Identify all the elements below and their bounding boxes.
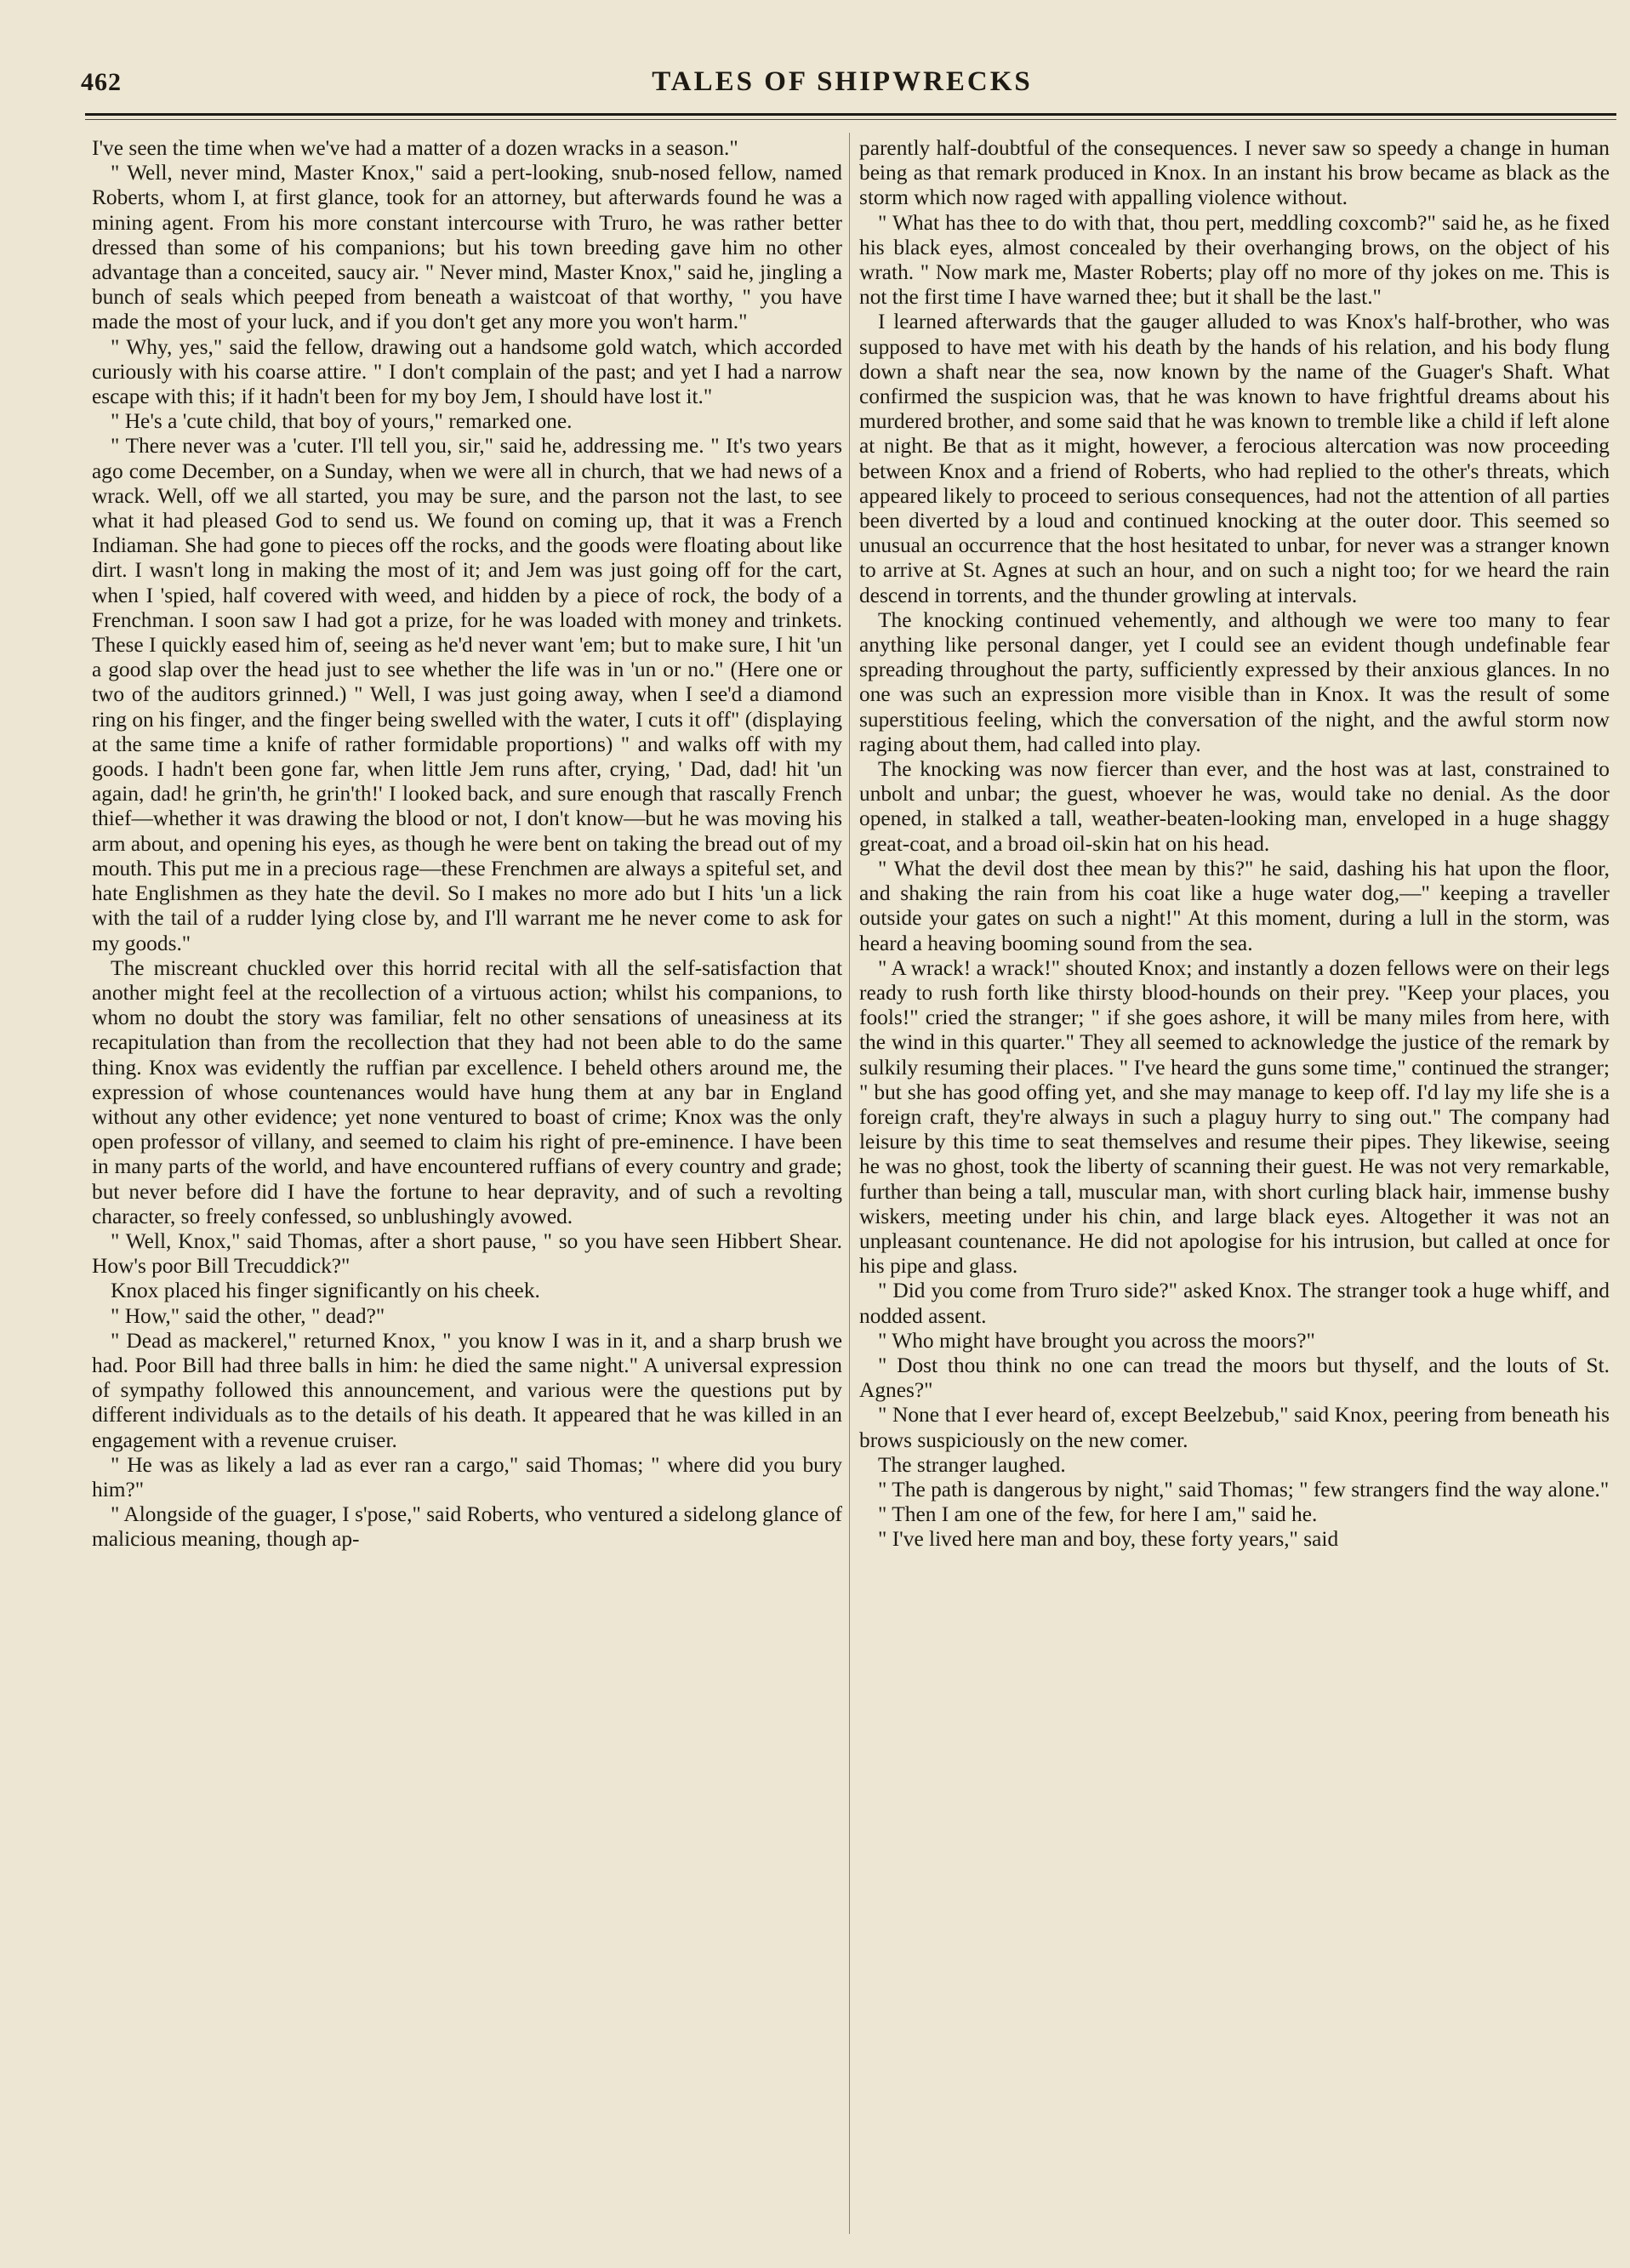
paragraph: " Then I am one of the few, for here I am," said he.: [878, 1502, 1318, 1527]
header-rule-thin: [85, 119, 1616, 120]
paragraph: Knox placed his finger significantly on his cheek.: [111, 1279, 540, 1303]
paragraph: I've seen the time when we've had a matter of a dozen wracks in a season.": [92, 136, 738, 160]
header-rule: [85, 113, 1616, 116]
paragraph: " The path is dangerous by night," said Thomas; " few strangers find the way alone.": [878, 1477, 1610, 1502]
paragraph: " Dead as mackerel," returned Knox, " you know I was in it, and a sharp brush we had. Poor Bill had three balls in him: he died the same night." A universal expression of sympathy followed this announcement, and various were the questions put by different individuals as to the details of his death. It appeared that he was killed in an engagement with a revenue cruiser.: [92, 1328, 842, 1452]
paragraph: " What the devil dost thee mean by this?" he said, dashing his hat upon the floor, and shaking the rain from his coat like a huge water dog,—" keeping a traveller outside your gates on such a night!" At this moment, during a lull in the storm, was heard a heaving booming sound from the sea.: [859, 856, 1610, 955]
paragraph: " He was as likely a lad as ever ran a cargo," said Thomas; " where did you bury him?": [92, 1452, 842, 1502]
paragraph: " None that I ever heard of, except Beelzebub," said Knox, peering from beneath his brows suspiciously on the new comer.: [859, 1403, 1610, 1452]
paragraph: I learned afterwards that the gauger alluded to was Knox's half-brother, who was supposed to have met with his death by the hands of his relation, and his body flung down a shaft near the sea, now known by the name of the Guager's Shaft. What confirmed the suspicion was, that he was known to have frightful dreams about his murdered brother, and some said that he was known to tremble like a child if left alone at night. Be that as it might, however, a ferocious altercation was now proceeding between Knox and a friend of Roberts, who had replied to the other's threats, which appeared likely to proceed to serious consequences, had not the attention of all parties been diverted by a loud and continued knocking at the outer door. This seemed so unusual an occurrence that the host hesitated to unbar, for never was a stranger known to arrive at St. Agnes at such an hour, and on such a night too; for we heard the rain descend in torrents, and the thunder growling at intervals.: [859, 310, 1610, 607]
paragraph: " Alongside of the guager, I s'pose," said Roberts, who ventured a sidelong glance of malicious meaning, though ap-: [92, 1502, 842, 1552]
paragraph: The knocking continued vehemently, and although we were too many to fear anything like personal danger, yet I could see an evident though undefinable fear spreading throughout the party, sufficiently expressed by their anxious glances. In no one was such an expression more visible than in Knox. It was the result of some superstitious feeling, which the conversation of the night, and the awful storm now raging about them, had called into play.: [859, 607, 1610, 756]
column-divider: [849, 133, 850, 2234]
paragraph: The knocking was now fiercer than ever, and the host was at last, constrained to unbolt and unbar; the guest, whoever he was, would take no denial. As the door opened, in stalked a tall, weather-beaten-looking man, enveloped in a huge shaggy great-coat, and a broad oil-skin hat on his head.: [859, 757, 1610, 856]
paragraph: parently half-doubtful of the consequences. I never saw so speedy a change in human being as that remark produced in Knox. In an instant his brow became as black as the storm which now raged with appalling violence without.: [859, 136, 1610, 210]
paragraph: " Did you come from Truro side?" asked Knox. The stranger took a huge whiff, and nodded assent.: [859, 1279, 1610, 1328]
page-number: 462: [81, 68, 122, 96]
paragraph: The miscreant chuckled over this horrid recital with all the self-satisfaction that another might feel at the recollection of a virtuous action; whilst his companions, to whom no doubt the story was familiar, felt no other sensations of uneasiness at its recapitulation than from the recollection that they had not been able to do the same thing. Knox was evidently the ruffian par excellence. I beheld others around me, the expression of whose countenances would have hung them at any bar in England without any other evidence; yet none ventured to boast of crime; Knox was the only open professor of villany, and seemed to claim his right of pre-eminence. I have been in many parts of the world, and have encountered ruffians of every country and grade; but never before did I have the fortune to hear depravity, and of such a revolting character, so freely confessed, so unblushingly avowed.: [92, 955, 842, 1228]
right-column: [859, 136, 1610, 2250]
paragraph: " He's a 'cute child, that boy of yours," remarked one.: [111, 409, 573, 434]
paragraph: " Well, Knox," said Thomas, after a short pause, " so you have seen Hibbert Shear. How's poor Bill Trecuddick?": [92, 1228, 842, 1279]
paragraph: " A wrack! a wrack!" shouted Knox; and instantly a dozen fellows were on their legs ready to rush forth like thirsty blood-hounds on their prey. "Keep your places, you fools!" cried the stranger; " if she goes ashore, it will be many miles from here, with the wind in this quarter." They all seemed to acknowledge the justice of the remark by sulkily resuming their places. " I've heard the guns some time," continued the stranger; " but she has good offing yet, and she may manage to keep off. I'd lay my life she is a foreign craft, they're always in such a plaguy hurry to sing out." The company had leisure by this time to seat themselves and resume their pipes. They likewise, seeing he was no ghost, took the liberty of scanning their guest. He was not very remarkable, further than being a tall, muscular man, with short curling black hair, immense bushy wiskers, meeting under his chin, and large black eyes. Altogether it was not an unpleasant countenance. He did not apologise for his intrusion, but called at once for his pipe and glass.: [859, 955, 1610, 1279]
paragraph: " Who might have brought you across the moors?": [878, 1328, 1315, 1353]
paragraph: " I've lived here man and boy, these forty years," said: [878, 1527, 1339, 1552]
paragraph: The stranger laughed.: [878, 1452, 1066, 1477]
running-title: TALES OF SHIPWRECKS: [652, 66, 1033, 97]
paragraph: " There never was a 'cuter. I'll tell you, sir," said he, addressing me. " It's two years ago come December, on a Sunday, when we were all in church, that we had news of a wrack. Well, off we all started, you may be sure, and the parson not the last, to see what it had pleased God to send us. We found on coming up, that it was a French Indiaman. She had gone to pieces off the rocks, and the goods were floating about like dirt. I wasn't long in making the most of it; and Jem was just going off for the cart, when I 'spied, half covered with weed, and hidden by a piece of rock, the body of a Frenchman. I soon saw I had got a prize, for he was loaded with money and trinkets. These I quickly eased him of, seeing as he'd never want 'em; but to make sure, I hit 'un a good slap over the head just to see whether the life was in 'un or no." (Here one or two of the auditors grinned.) " Well, I was just going away, when I see'd a diamond ring on his finger, and the finger being swelled with the water, I cuts it off" (displaying at the same time a knife of rather formidable proportions) " and walks off with my goods. I hadn't been gone far, when little Jem runs after, crying, ' Dad, dad! hit 'un again, dad! he grin'th, he grin'th!' I looked back, and sure enough that rascally French thief—whether it was drawing the blood or not, I don't know—but he was moving his arm about, and opening his eyes, as though he were bent on taking the bread out of my mouth. This put me in a precious rage—these Frenchmen are always a spiteful set, and hate Englishmen as they hate the devil. So I makes no more ado but I hits 'un a lick with the tail of a rudder lying close by, and I'll warrant me he never come to ask for my goods.": [92, 434, 842, 955]
paragraph: " How," said the other, " dead?": [111, 1303, 385, 1328]
paragraph: " Well, never mind, Master Knox," said a pert-looking, snub-nosed fellow, named Roberts, whom I, at first glance, took for an attorney, but afterwards found he was a mining agent. From his more constant intercourse with Truro, he was rather better dressed than some of his companions; but his town breeding gave him no other advantage than a conceited, saucy air. " Never mind, Master Knox," said he, jingling a bunch of seals which peeped from beneath a waistcoat of that worthy, " you have made the most of your luck, and if you don't get any more you won't harm.": [92, 161, 842, 334]
paragraph: " What has thee to do with that, thou pert, meddling coxcomb?" said he, as he fixed his black eyes, almost concealed by their overhanging brows, on the object of his wrath. " Now mark me, Master Roberts; play off no more of thy jokes on me. This is not the first time I have warned thee; but it shall be the last.": [859, 210, 1610, 310]
left-column: [92, 136, 842, 2250]
page-header: [0, 0, 1630, 128]
paragraph: " Dost thou think no one can tread the moors but thyself, and the louts of St. Agnes?": [859, 1353, 1610, 1403]
paragraph: " Why, yes," said the fellow, drawing out a handsome gold watch, which accorded curiously with his coarse attire. " I don't complain of the past; and yet I had a narrow escape with this; if it hadn't been for my boy Jem, I should have lost it.": [92, 334, 842, 409]
